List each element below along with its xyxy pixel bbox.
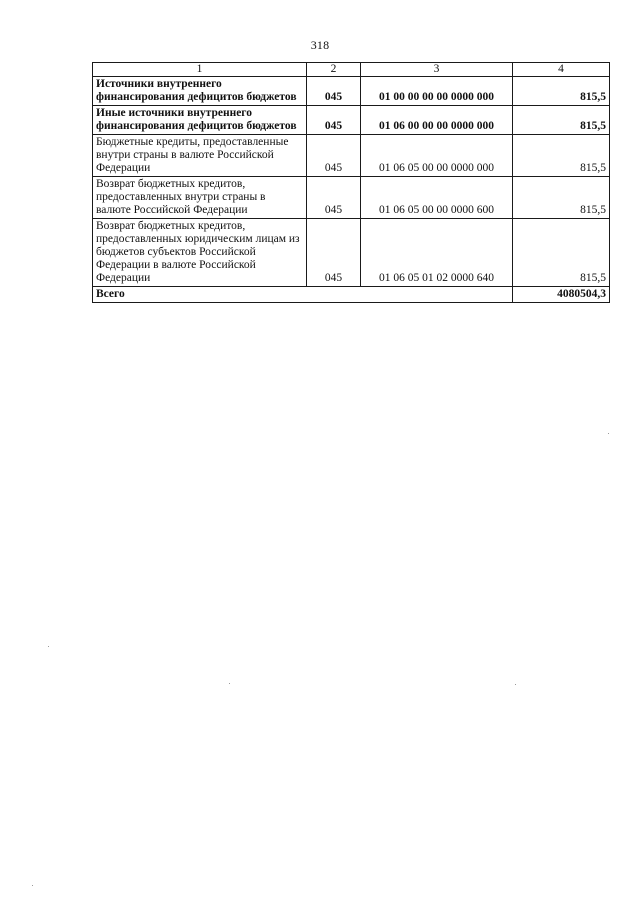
header-col-3: 3 — [361, 63, 513, 77]
total-amount: 4080504,3 — [513, 287, 610, 303]
scan-speck — [515, 684, 516, 685]
scan-speck — [608, 433, 609, 434]
total-label: Всего — [93, 287, 513, 303]
table-row — [93, 77, 610, 106]
table-row — [93, 135, 610, 177]
row-name: Возврат бюджетных кредитов, предоставленных внутри страны в валюте Российской Федерации — [93, 177, 307, 219]
table-row — [93, 177, 610, 219]
row-admin-code: 045 — [307, 177, 361, 219]
table-header-row — [93, 63, 610, 77]
scan-speck — [48, 646, 49, 647]
row-classification-code: 01 06 00 00 00 0000 000 — [361, 106, 513, 135]
row-classification-code: 01 06 05 00 00 0000 000 — [361, 135, 513, 177]
row-name: Возврат бюджетных кредитов, предоставленных юридическим лицам из бюджетов субъектов Российской Федерации в валюте Российской Федерации — [93, 219, 307, 287]
row-classification-code: 01 06 05 01 02 0000 640 — [361, 219, 513, 287]
row-name: Бюджетные кредиты, предоставленные внутри страны в валюте Российской Федерации — [93, 135, 307, 177]
page-number: 318 — [310, 38, 330, 52]
row-admin-code: 045 — [307, 135, 361, 177]
table-row — [93, 219, 610, 287]
row-amount: 815,5 — [513, 135, 610, 177]
row-classification-code: 01 00 00 00 00 0000 000 — [361, 77, 513, 106]
scan-speck — [32, 885, 33, 886]
row-amount: 815,5 — [513, 106, 610, 135]
budget-sources-table — [92, 62, 610, 303]
header-col-4: 4 — [513, 63, 610, 77]
header-col-1: 1 — [93, 63, 307, 77]
row-admin-code: 045 — [307, 106, 361, 135]
table-row — [93, 106, 610, 135]
row-name: Иные источники внутреннего финансирования дефицитов бюджетов — [93, 106, 307, 135]
total-row — [93, 287, 610, 303]
row-amount: 815,5 — [513, 77, 610, 106]
row-name: Источники внутреннего финансирования дефицитов бюджетов — [93, 77, 307, 106]
row-amount: 815,5 — [513, 177, 610, 219]
header-col-2: 2 — [307, 63, 361, 77]
scan-speck — [229, 683, 230, 684]
row-classification-code: 01 06 05 00 00 0000 600 — [361, 177, 513, 219]
row-admin-code: 045 — [307, 77, 361, 106]
row-admin-code: 045 — [307, 219, 361, 287]
row-amount: 815,5 — [513, 219, 610, 287]
